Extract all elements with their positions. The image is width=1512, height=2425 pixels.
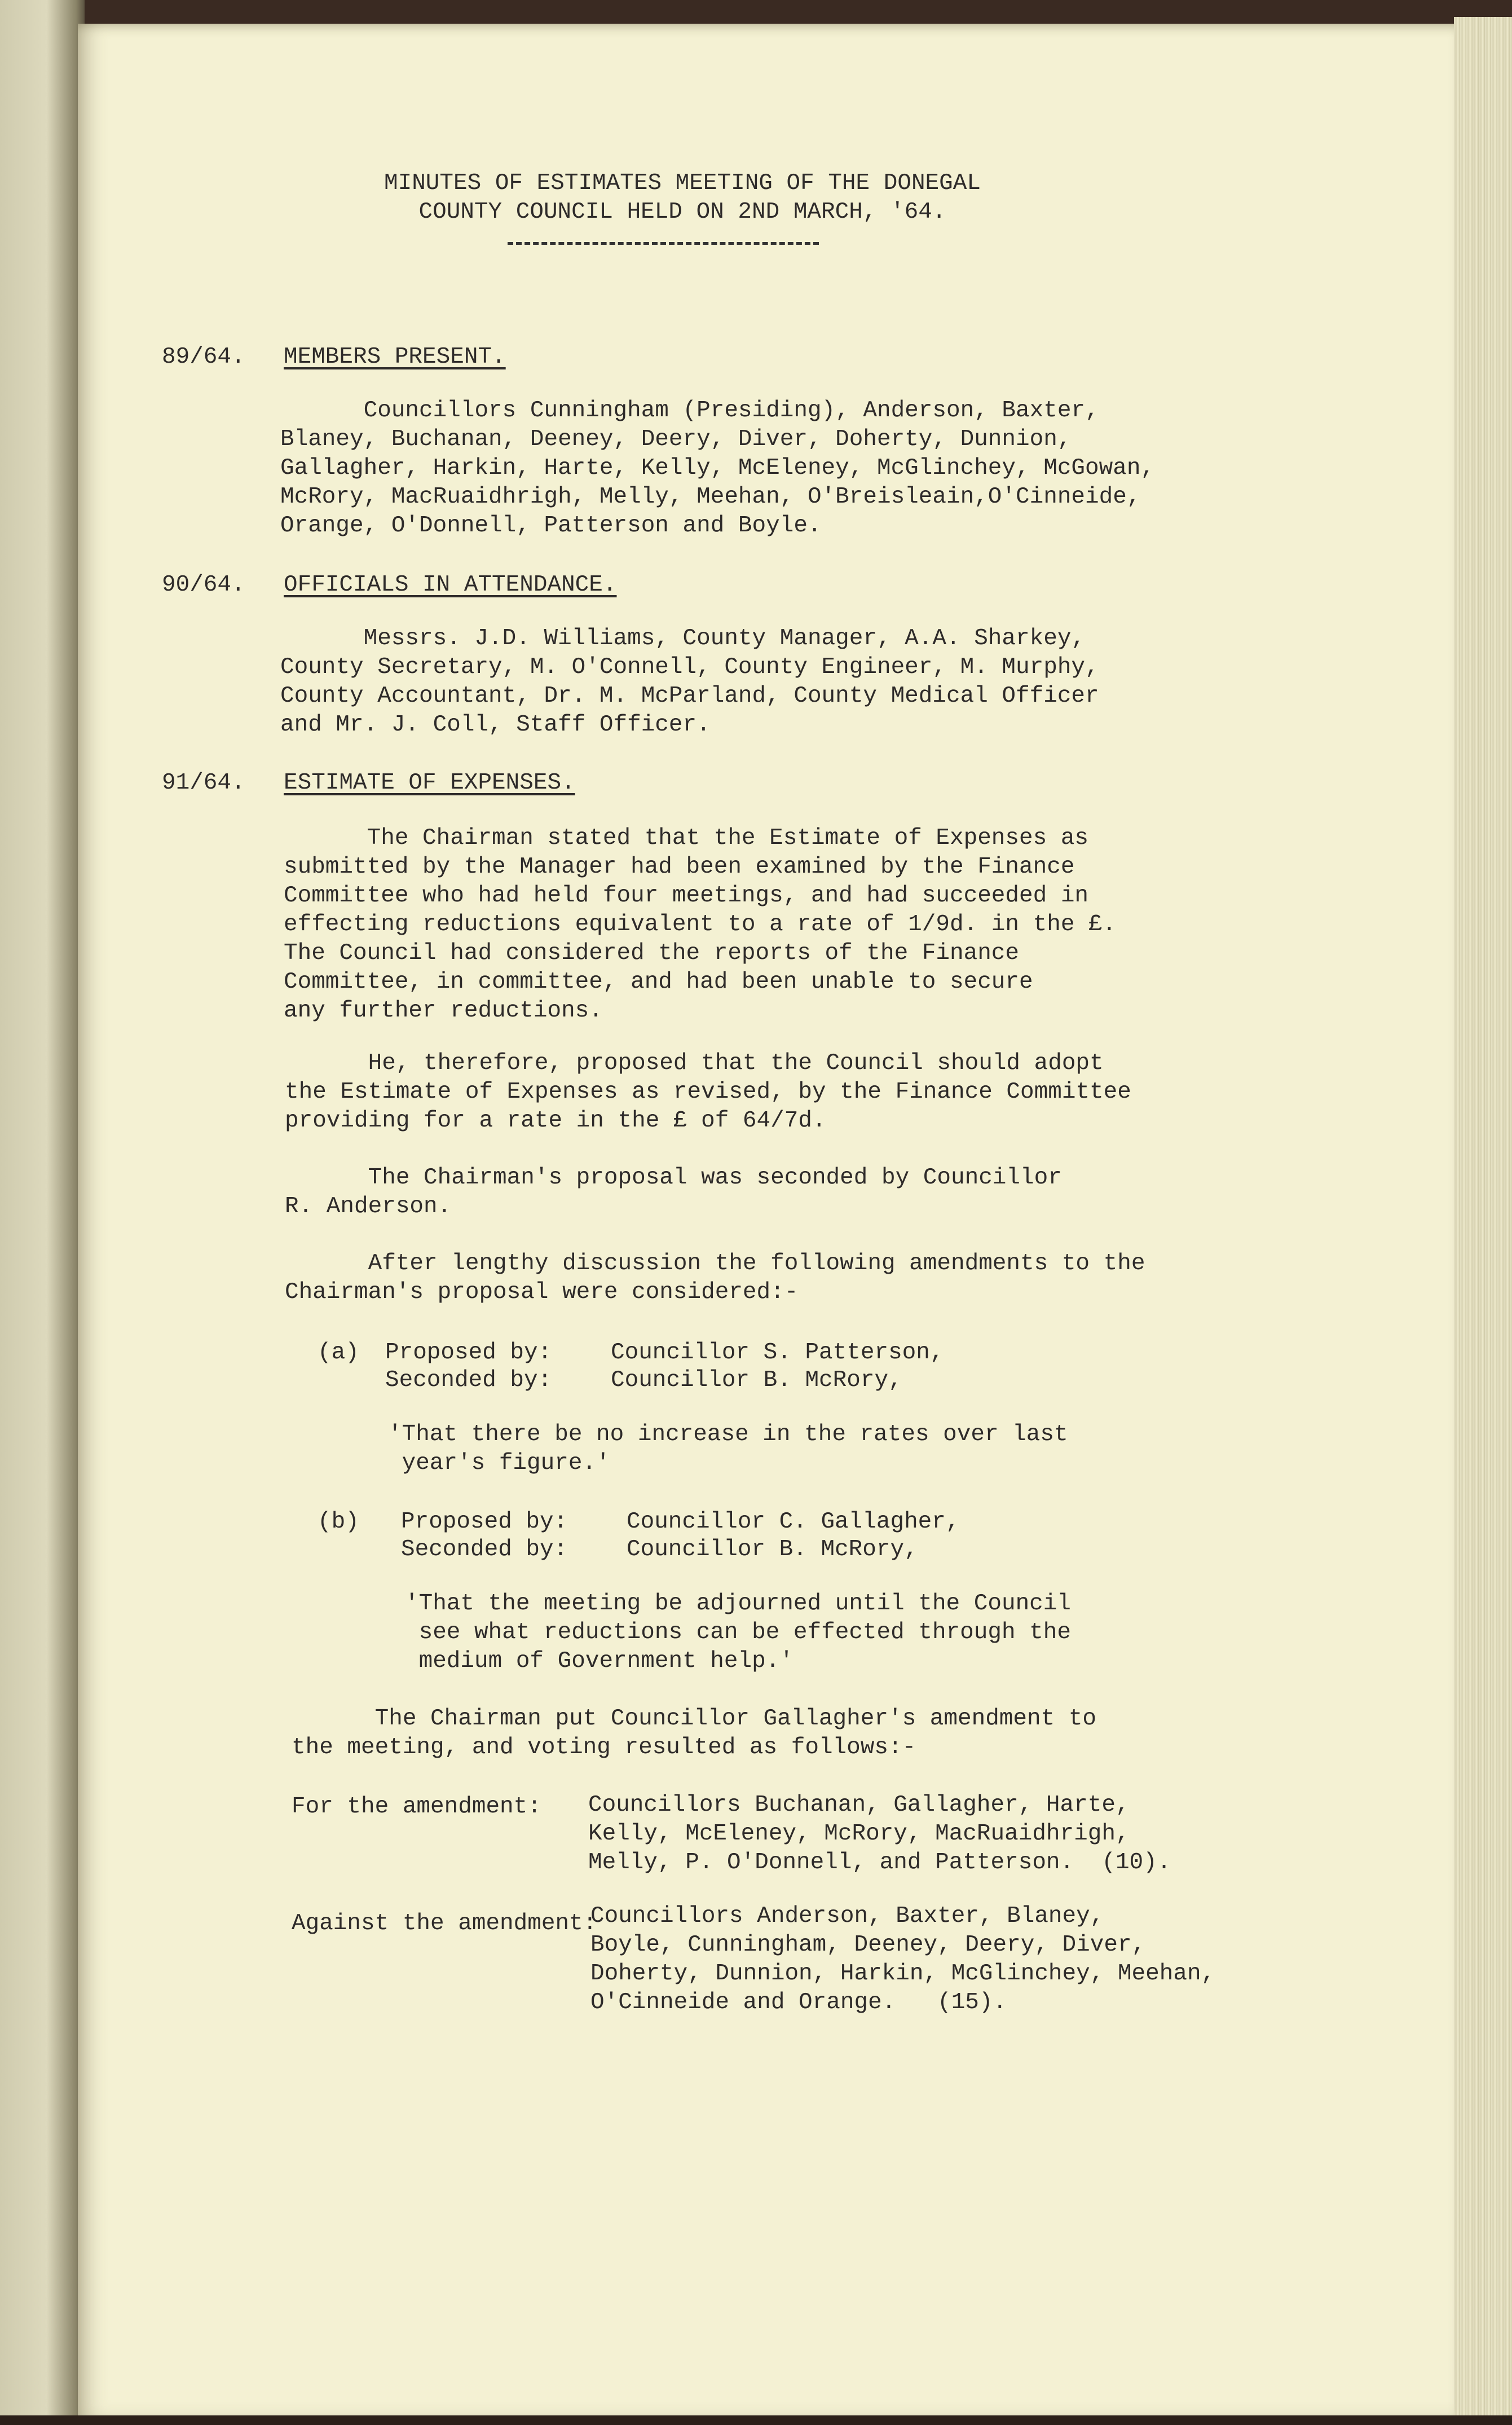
amendment-quote	[405, 1590, 1071, 1676]
amendment-label: (a)	[318, 1340, 359, 1366]
text-line: Boyle, Cunningham, Deeney, Deery, Diver,	[590, 1932, 1146, 1958]
amendment-label: (b)	[318, 1509, 359, 1535]
seconded-by-name: Councillor B. McRory,	[611, 1367, 902, 1393]
section-number: 89/64.	[162, 344, 245, 370]
text-line: Orange, O'Donnell, Patterson and Boyle.	[280, 513, 822, 539]
seconded-by-label: Seconded by:	[401, 1537, 568, 1563]
text-line: R. Anderson.	[285, 1194, 452, 1220]
estimate-paragraph-1	[284, 824, 1116, 1026]
estimate-paragraph-3	[285, 1164, 1062, 1221]
text-line: McRory, MacRuaidhrigh, Melly, Meehan, O'Breisleain,O'Cinneide,	[280, 484, 1141, 510]
text-line: Councillors Anderson, Baxter, Blaney,	[590, 1903, 1104, 1929]
amendment-quote	[388, 1420, 1068, 1478]
text-line: County Accountant, Dr. M. McParland, County Medical Officer	[280, 683, 1099, 709]
officials-text	[280, 624, 1099, 740]
text-line: Doherty, Dunnion, Harkin, McGlinchey, Meehan,	[590, 1961, 1215, 1987]
text-line: The Chairman's proposal was seconded by Councillor	[285, 1165, 1062, 1191]
section-title: ESTIMATE OF EXPENSES.	[284, 770, 575, 796]
proposed-by-name: Councillor S. Patterson,	[611, 1340, 944, 1366]
estimate-paragraph-4	[285, 1249, 1145, 1307]
bottom-shadow	[0, 2415, 1512, 2425]
text-line: Committee who had held four meetings, and had succeeded in	[284, 883, 1089, 909]
seconded-by-name: Councillor B. McRory,	[627, 1537, 918, 1563]
title-rule	[508, 242, 819, 245]
vote-intro	[292, 1705, 1096, 1762]
text-line: Councillors Cunningham (Presiding), Anderson, Baxter,	[280, 398, 1099, 424]
text-line: Kelly, McEleney, McRory, MacRuaidhrigh,	[588, 1821, 1130, 1847]
document-title	[282, 169, 1083, 227]
text-line: Councillors Buchanan, Gallagher, Harte,	[588, 1792, 1130, 1818]
seconded-by-label: Seconded by:	[385, 1367, 552, 1393]
section-number: 91/64.	[162, 770, 245, 796]
text-line: O'Cinneide and Orange. (15).	[590, 1990, 1007, 2015]
text-line: any further reductions.	[284, 998, 603, 1024]
text-line: 'That there be no increase in the rates over last	[388, 1421, 1068, 1447]
text-line: Committee, in committee, and had been unable to secure	[284, 969, 1033, 995]
title-line-2: COUNTY COUNCIL HELD ON 2ND MARCH, '64.	[418, 199, 946, 225]
text-line: the Estimate of Expenses as revised, by the Finance Committee	[285, 1079, 1131, 1105]
text-line: County Secretary, M. O'Connell, County Engineer, M. Murphy,	[280, 654, 1099, 680]
text-line: the meeting, and voting resulted as follows:-	[292, 1735, 916, 1761]
text-line: After lengthy discussion the following amendments to the	[285, 1251, 1145, 1277]
section-number: 90/64.	[162, 572, 245, 598]
proposed-by-name: Councillor C. Gallagher,	[627, 1509, 960, 1535]
title-line-1: MINUTES OF ESTIMATES MEETING OF THE DONEGAL	[384, 170, 981, 196]
text-line: and Mr. J. Coll, Staff Officer.	[280, 712, 711, 738]
text-line: Melly, P. O'Donnell, and Patterson. (10).	[588, 1850, 1171, 1876]
text-line: Messrs. J.D. Williams, County Manager, A.A. Sharkey,	[280, 626, 1086, 652]
votes-for-label: For the amendment:	[292, 1794, 541, 1820]
text-line: Blaney, Buchanan, Deeney, Deery, Diver, Doherty, Dunnion,	[280, 426, 1072, 452]
votes-against-names	[590, 1902, 1215, 2017]
text-line: He, therefore, proposed that the Council should adopt	[285, 1050, 1104, 1076]
page-edges	[1454, 17, 1512, 2425]
estimate-paragraph-2	[285, 1049, 1131, 1136]
text-line: submitted by the Manager had been examined by the Finance	[284, 854, 1075, 880]
text-line: see what reductions can be effected through the	[405, 1619, 1071, 1645]
section-title: OFFICIALS IN ATTENDANCE.	[284, 572, 617, 598]
text-line: effecting reductions equivalent to a rate of 1/9d. in the £.	[284, 912, 1117, 938]
book-spine	[0, 0, 85, 2425]
members-present-text	[280, 397, 1154, 540]
text-line: year's figure.'	[388, 1450, 610, 1476]
text-line: Gallagher, Harkin, Harte, Kelly, McEleney, McGlinchey, McGowan,	[280, 455, 1155, 481]
text-line: 'That the meeting be adjourned until the Council	[405, 1591, 1071, 1617]
text-line: The Chairman put Councillor Gallagher's amendment to	[292, 1706, 1097, 1732]
proposed-by-label: Proposed by:	[385, 1340, 552, 1366]
votes-against-label: Against the amendment:	[292, 1911, 597, 1937]
section-title: MEMBERS PRESENT.	[284, 344, 506, 370]
text-line: The Chairman stated that the Estimate of Expenses as	[284, 825, 1089, 851]
text-line: The Council had considered the reports of the Finance	[284, 940, 1020, 966]
text-line: providing for a rate in the £ of 64/7d.	[285, 1108, 826, 1134]
votes-for-names	[588, 1791, 1171, 1877]
text-line: Chairman's proposal were considered:-	[285, 1279, 799, 1305]
proposed-by-label: Proposed by:	[401, 1509, 568, 1535]
text-line: medium of Government help.'	[405, 1648, 794, 1674]
